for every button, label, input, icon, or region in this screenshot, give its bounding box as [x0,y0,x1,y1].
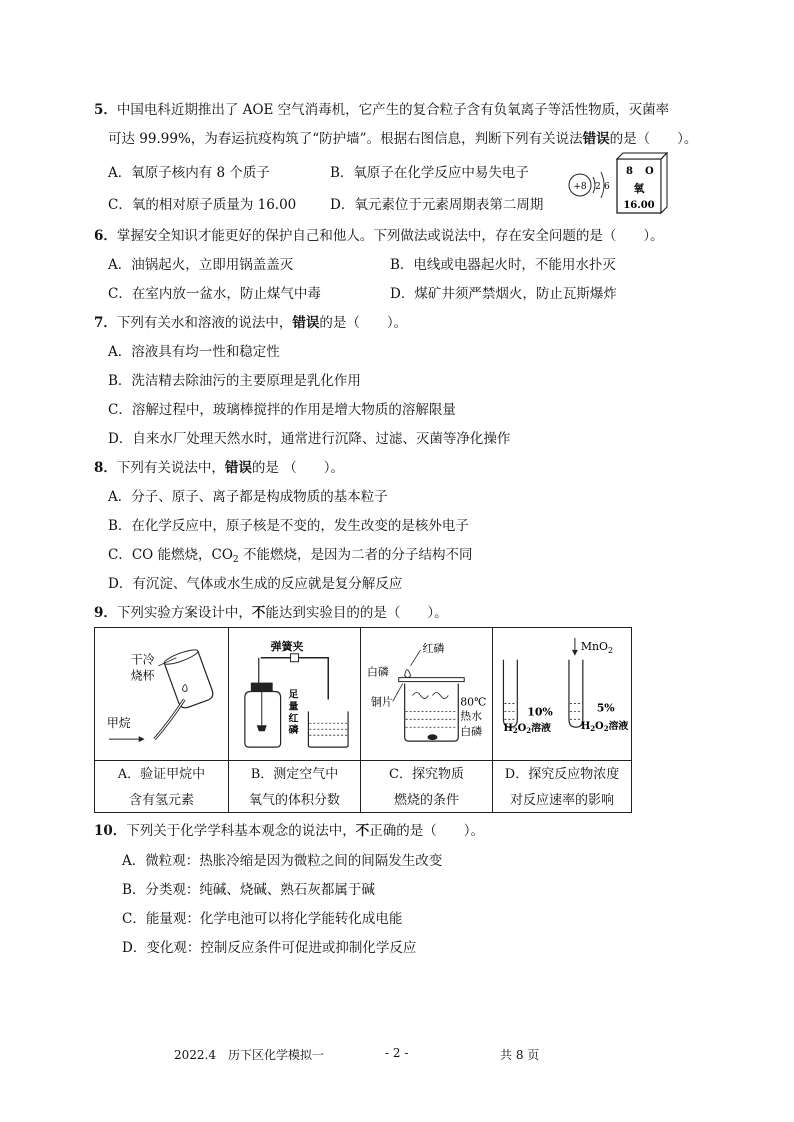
element-name: 氧 [633,182,645,195]
question-5-number: 5． [94,102,117,118]
answer-bracket: 的是 （ ）。 [251,460,344,476]
question-8-text: 下列有关说法中， [116,460,225,476]
question-5-stem-line1 [94,101,669,119]
question-8-number: 8． [94,460,117,476]
label-concentration-5: 5% [596,701,615,715]
option-6A: A．油锅起火，立即用锅盖盖灭 [108,257,294,273]
caption-line: 含有氢元素 [128,793,194,808]
option-7A: A．溶液具有均一性和稳定性 [108,344,280,360]
experiment-b [229,628,361,812]
experiment-table [94,627,632,813]
experiment-c [361,628,493,812]
flask-icon [245,692,281,748]
option-7C: C．溶解过程中，玻璃棒搅拌的作用是增大物质的溶解限量 [108,402,456,418]
caption-line: B．测定空气中 [250,767,339,782]
option-6C: C．在室内放一盆水，防止煤气中毒 [108,286,321,302]
option-5C: C．氧的相对原子质量为 16.00 [108,197,297,213]
flame-icon [405,670,411,678]
option-6B: B．电线或电器起火时，不能用水扑灭 [390,257,616,273]
question-7-text: 下列有关水和溶液的说法中， [116,315,293,331]
label-methane: 甲烷 [106,716,131,731]
spoon-icon [257,725,267,731]
question-10-number: 10． [94,823,127,839]
experiment-b-figure [229,628,360,761]
atomic-number: 8 [626,166,633,177]
option-10B: B．分类观：纯碱、烧碱、熟石灰都属于碱 [122,882,375,898]
option-8C-text-2: 不能燃烧，是因为二者的分子结构不同 [238,547,473,563]
label-white-phosphorus-2: 白磷 [460,725,483,739]
caption-line: 对反应速率的影响 [509,793,614,808]
option-5B: B．氧原子在化学反应中易失电子 [330,165,529,181]
option-8B: B．在化学反应中，原子核是不变的，发生改变的是核外电子 [108,518,469,534]
shell-2-electrons: 6 [604,182,610,192]
label-copper: 铜片 [370,695,393,709]
copper-plate [399,678,465,682]
question-9-number: 9． [94,605,117,621]
label-char: 磷 [288,725,299,737]
caption-line: 燃烧的条件 [393,793,459,808]
option-8A: A．分子、原子、离子都是构成物质的基本粒子 [108,489,388,505]
element-symbol: O [645,166,654,177]
beaker-icon [405,684,459,742]
beaker-icon [163,647,215,710]
experiment-d [493,628,631,812]
experiment-b-caption [229,762,360,814]
answer-bracket: 正确的是（ ）。 [369,823,485,839]
answer-bracket: 的是（ ）。 [319,315,408,331]
question-9-text: 下列实验方案设计中， [116,605,252,621]
nucleus-charge: +8 [573,182,587,192]
emphasis-not: 不 [251,605,266,621]
element-cell-top [617,153,667,159]
experiment-d-figure [493,628,631,761]
label-cup: 干冷 [130,652,155,667]
label-concentration-10: 10% [527,705,553,719]
question-6-number: 6． [94,228,117,244]
label-spring-clip: 弹簧夹 [270,639,304,653]
footer-exam-title: 2022.4 历下区化学模拟一 [174,1048,324,1062]
atomic-mass: 16.00 [623,200,655,211]
caption-line: A．验证甲烷中 [117,767,206,782]
caption-line: 氧气的体积分数 [248,793,340,808]
label-temperature: 80℃ [460,695,487,709]
caption-line: C．探究物质 [389,767,464,782]
answer-bracket: 能达到实验目的的是（ ）。 [265,605,448,621]
answer-bracket: 的是（ ）。 [609,131,698,147]
clip-icon [291,654,299,662]
question-6-stem [94,227,664,245]
label-white-phosphorus: 白磷 [366,665,389,679]
option-7D: D．自来水厂处理天然水时，通常进行沉降、过滤、灭菌等净化操作 [108,431,511,447]
question-8-stem [94,459,344,477]
label-char: 红 [288,713,299,725]
option-5D: D．氧元素位于元素周期表第二周期 [330,197,544,213]
emphasis-wrong: 错误 [292,315,320,331]
footer-page-number: - 2 - [385,1046,409,1060]
option-10D: D．变化观：控制反应条件可促进或抑制化学反应 [122,940,417,956]
question-10-text: 下列关于化学学科基本观念的说法中， [126,823,356,839]
label-red-phosphorus: 红磷 [422,641,445,655]
phosphorus-sample [427,734,437,740]
emphasis-not: 不 [355,823,370,839]
emphasis-wrong: 错误 [582,131,610,147]
question-9-stem [94,604,448,622]
option-10C: C．能量观：化学电池可以将化学能转化成电能 [122,911,403,927]
element-cell-side [661,153,667,213]
experiment-a-figure [95,628,228,761]
shell-1-electrons: 2 [595,182,601,192]
arrow-down-icon [572,650,578,656]
option-7B: B．洗洁精去除油污的主要原理是乳化作用 [108,373,361,389]
label-mno2: MnO$_2$ [580,639,614,655]
experiment-c-caption [361,762,492,814]
option-8C-text: C．CO 能燃烧，CO [108,547,233,563]
experiment-c-figure [361,628,492,761]
arrow-icon [139,736,145,742]
question-7-number: 7． [94,315,117,331]
test-tube-1 [503,660,517,727]
question-10-stem [94,822,484,840]
experiment-a [95,628,229,812]
label-h2o2-solution-2: $H_2O_2$溶液 [580,721,629,734]
question-5-text: 中国电科近期推出了 AOE 空气消毒机，它产生的复合粒子含有负氧离子等活性物质，灭菌率 [116,102,670,118]
option-10A: A．微粒观：热胀冷缩是因为微粒之间的间隔发生改变 [122,853,443,869]
question-7-stem [94,314,407,332]
caption-line: D．探究反应物浓度 [504,767,620,782]
label-char: 量 [288,701,299,713]
test-tube-2 [569,660,583,727]
question-5-text-2: 可达 99.99%，为春运抗疫构筑了“防护墙”。根据右图信息，判断下列有关说法 [108,131,583,147]
stopper [251,683,273,692]
question-6-text: 掌握安全知识才能更好的保护自己和他人。下列做法或说法中，存在安全问题的是（ ）。 [116,228,664,244]
emphasis-wrong: 错误 [224,460,252,476]
option-8D: D．有沉淀、气体或水生成的反应就是复分解反应 [108,576,403,592]
footer-total-pages: 共 8 页 [500,1048,540,1062]
option-6D: D．煤矿井须严禁烟火，防止瓦斯爆炸 [390,286,617,302]
subscript: 2 [232,555,239,565]
label-h2o2-solution-1: $H_2O_2$溶液 [503,723,551,736]
experiment-a-caption [95,762,228,814]
label-hot-water: 热水 [460,709,483,723]
label-char: 足 [288,689,299,701]
option-5A: A．氧原子核内有 8 个质子 [108,165,270,181]
label-cup-2: 烧杯 [130,668,155,683]
flame-icon [182,685,187,692]
question-5-stem-line2 [108,130,697,148]
oxygen-element-figure [565,150,675,216]
option-8C [108,546,472,564]
experiment-d-caption [493,762,631,814]
